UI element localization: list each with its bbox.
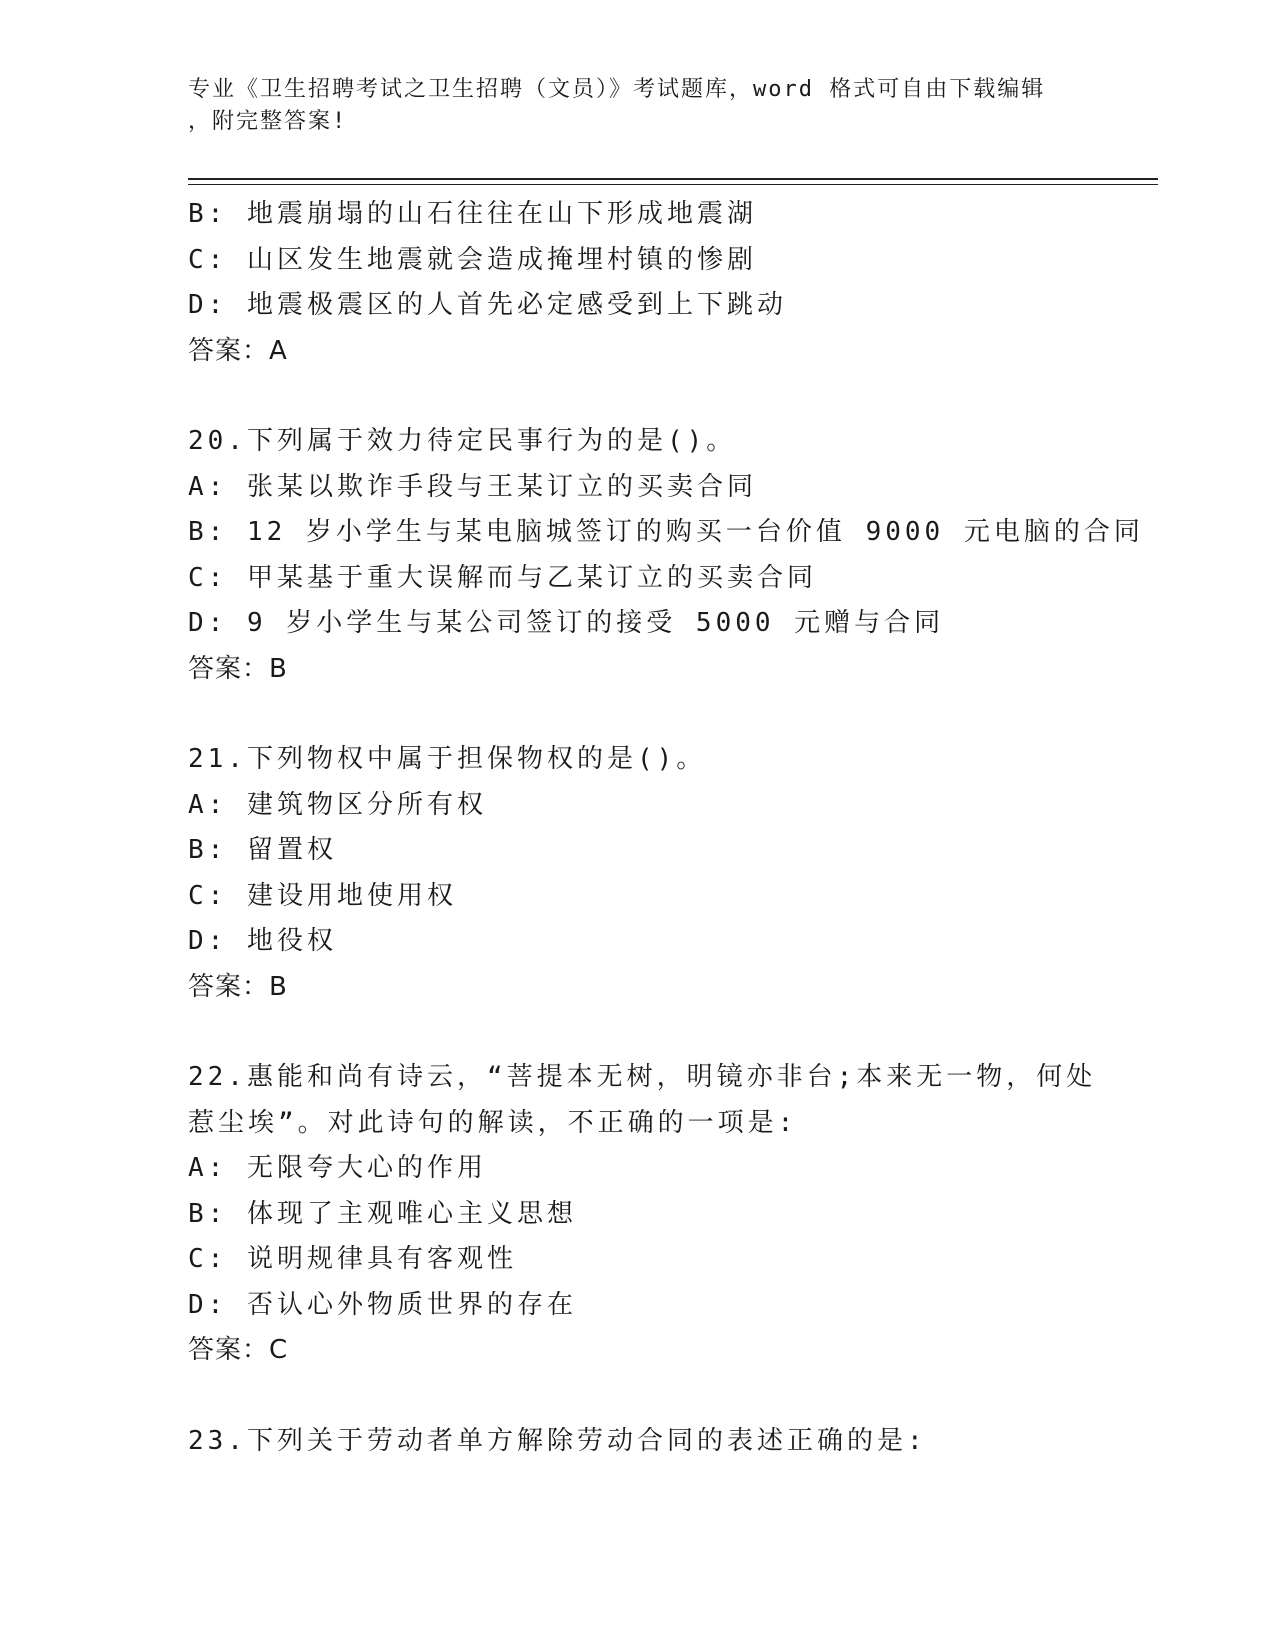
header-line-1: 专业《卫生招聘考试之卫生招聘（文员）》考试题库，word 格式可自由下载编辑 (188, 77, 1046, 102)
question-stem-line-1: 22.惠能和尚有诗云，“菩提本无树，明镜亦非台;本来无一物，何处 (188, 1062, 1097, 1092)
question-22 (188, 1055, 1097, 1374)
question-stem-line-2: 惹尘埃”。对此诗句的解读，不正确的一项是: (188, 1107, 798, 1138)
document-header (188, 74, 1088, 138)
spacer (188, 1010, 1088, 1055)
question-stem: 21.下列物权中属于担保物权的是()。 (188, 744, 707, 774)
answer: 答案：A (188, 335, 288, 366)
spacer (188, 1374, 1088, 1419)
answer: 答案：B (188, 971, 288, 1002)
question-19-tail (188, 192, 1088, 374)
option-c: C: 山区发生地震就会造成掩埋村镇的惨剧 (188, 244, 757, 275)
option-d: D: 地役权 (188, 926, 337, 956)
option-c: C: 建设用地使用权 (188, 880, 457, 911)
answer: 答案：C (188, 1335, 289, 1365)
option-a: A: 建筑物区分所有权 (188, 789, 487, 820)
option-d: D: 9 岁小学生与某公司签订的接受 5000 元赠与合同 (188, 608, 945, 638)
option-c: C: 甲某基于重大误解而与乙某订立的买卖合同 (188, 562, 817, 593)
question-20 (188, 419, 1144, 692)
spacer (188, 374, 1088, 419)
question-list (188, 192, 1144, 1464)
header-divider-thin (188, 184, 1158, 185)
question-21 (188, 737, 1088, 1010)
question-23 (188, 1419, 1088, 1465)
spacer (188, 692, 1088, 737)
option-b: B: 留置权 (188, 835, 337, 865)
option-b: B: 12 岁小学生与某电脑城签订的购买一台价值 9000 元电脑的合同 (188, 517, 1144, 547)
option-d: D: 否认心外物质世界的存在 (188, 1289, 577, 1320)
question-stem: 23.下列关于劳动者单方解除劳动合同的表述正确的是: (188, 1425, 927, 1456)
option-b: B: 体现了主观唯心主义思想 (188, 1198, 577, 1229)
option-d: D: 地震极震区的人首先必定感受到上下跳动 (188, 290, 787, 320)
header-line-2: ，附完整答案! (188, 109, 348, 134)
option-b: B: 地震崩塌的山石往往在山下形成地震湖 (188, 199, 757, 229)
option-a: A: 无限夸大心的作用 (188, 1153, 487, 1183)
header-divider-thick (188, 178, 1158, 180)
option-c: C: 说明规律具有客观性 (188, 1244, 517, 1274)
option-a: A: 张某以欺诈手段与王某订立的买卖合同 (188, 471, 757, 502)
answer: 答案：B (188, 653, 288, 684)
question-stem: 20.下列属于效力待定民事行为的是()。 (188, 426, 737, 456)
